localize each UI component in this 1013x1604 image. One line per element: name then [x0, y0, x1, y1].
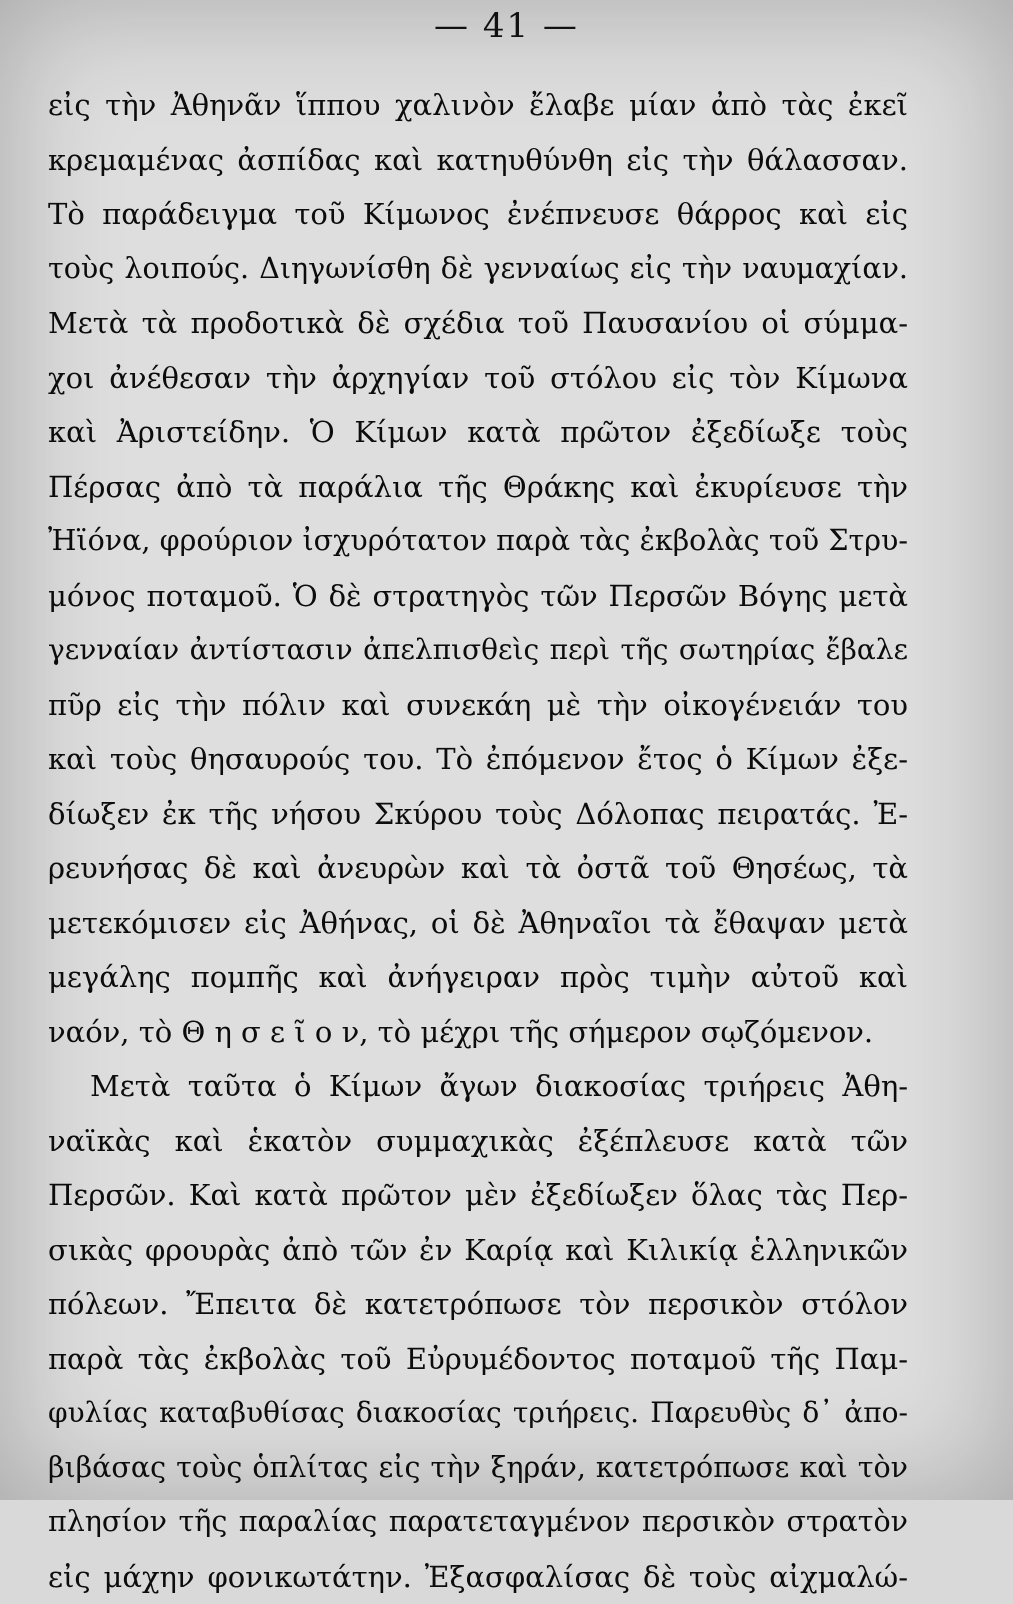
text-line: Τὸ παράδειγμα τοῦ Κίμωνος ἐνέπνευσε θάρρος καὶ εἰς — [48, 187, 908, 242]
text-line: τοὺς λοιπούς. Διηγωνίσθη δὲ γενναίως εἰς τὴν ναυμαχίαν. — [48, 242, 908, 297]
text-line: Μετὰ τὰ προδοτικὰ δὲ σχέδια τοῦ Παυσανίου οἱ σύμμα- — [48, 296, 908, 351]
text-line: καὶ Ἀριστείδην. Ὁ Κίμων κατὰ πρῶτον ἐξεδίωξε τοὺς — [48, 405, 908, 460]
text-line: δίωξεν ἐκ τῆς νήσου Σκύρου τοὺς Δόλοπας πειρατάς. Ἐ- — [48, 787, 908, 842]
text-line: παρὰ τὰς ἐκβολὰς τοῦ Εὐρυμέδοντος ποταμοῦ τῆς Παμ- — [48, 1332, 908, 1387]
body-text — [48, 78, 908, 1604]
text-line: γενναίαν ἀντίστασιν ἀπελπισθεὶς περὶ τῆς σωτηρίας ἔβαλε — [48, 623, 908, 678]
text-line: εἰς τὴν Ἀθηνᾶν ἵππου χαλινὸν ἔλαβε μίαν ἀπὸ τὰς ἐκεῖ — [48, 78, 908, 133]
text-line: πόλεων. Ἔπειτα δὲ κατετρόπωσε τὸν περσικὸν στόλον — [48, 1277, 908, 1332]
text-line: Ἠϊόνα, φρούριον ἰσχυρότατον παρὰ τὰς ἐκβολὰς τοῦ Στρυ- — [48, 514, 908, 569]
text-line: πῦρ εἰς τὴν πόλιν καὶ συνεκάη μὲ τὴν οἰκογένειάν του — [48, 678, 908, 733]
text-line: ναϊκὰς καὶ ἑκατὸν συμμαχικὰς ἐξέπλευσε κατὰ τῶν — [48, 1114, 908, 1169]
text-line: βιβάσας τοὺς ὁπλίτας εἰς τὴν ξηράν, κατετρόπωσε καὶ τὸν — [48, 1441, 908, 1496]
text-line: ναόν, τὸ Θ η σ ε ῖ ο ν, τὸ μέχρι τῆς σήμερον σῳζόμενον. — [48, 1005, 908, 1060]
text-line: φυλίας καταβυθίσας διακοσίας τριήρεις. Παρευθὺς δ᾽ ἀπο- — [48, 1386, 908, 1441]
text-line: κρεμαμένας ἀσπίδας καὶ κατηυθύνθη εἰς τὴν θάλασσαν. — [48, 133, 908, 188]
text-line: Μετὰ ταῦτα ὁ Κίμων ἄγων διακοσίας τριήρεις Ἀθη- — [48, 1059, 908, 1114]
text-line: μόνος ποταμοῦ. Ὁ δὲ στρατηγὸς τῶν Περσῶν Βόγης μετὰ — [48, 569, 908, 624]
text-line: Περσῶν. Καὶ κατὰ πρῶτον μὲν ἐξεδίωξεν ὅλας τὰς Περ- — [48, 1168, 908, 1223]
text-line: μεγάλης πομπῆς καὶ ἀνήγειραν πρὸς τιμὴν αὐτοῦ καὶ — [48, 950, 908, 1005]
text-line: πλησίον τῆς παραλίας παρατεταγμένον περσικὸν στρατὸν — [48, 1495, 908, 1550]
text-line: χοι ἀνέθεσαν τὴν ἀρχηγίαν τοῦ στόλου εἰς τὸν Κίμωνα — [48, 351, 908, 406]
page-number: — 41 — — [0, 6, 1013, 46]
text-line: μετεκόμισεν εἰς Ἀθήνας, οἱ δὲ Ἀθηναῖοι τὰ ἔθαψαν μετὰ — [48, 896, 908, 951]
text-line: εἰς μάχην φονικωτάτην. Ἐξασφαλίσας δὲ τοὺς αἰχμαλώ- — [48, 1550, 908, 1604]
text-line: Πέρσας ἀπὸ τὰ παράλια τῆς Θράκης καὶ ἐκυρίευσε τὴν — [48, 460, 908, 515]
text-line: ρευνήσας δὲ καὶ ἀνευρὼν καὶ τὰ ὀστᾶ τοῦ Θησέως, τὰ — [48, 841, 908, 896]
text-line: σικὰς φρουρὰς ἀπὸ τῶν ἐν Καρίᾳ καὶ Κιλικίᾳ ἑλληνικῶν — [48, 1223, 908, 1278]
text-line: καὶ τοὺς θησαυρούς του. Τὸ ἐπόμενον ἔτος ὁ Κίμων ἐξε- — [48, 732, 908, 787]
